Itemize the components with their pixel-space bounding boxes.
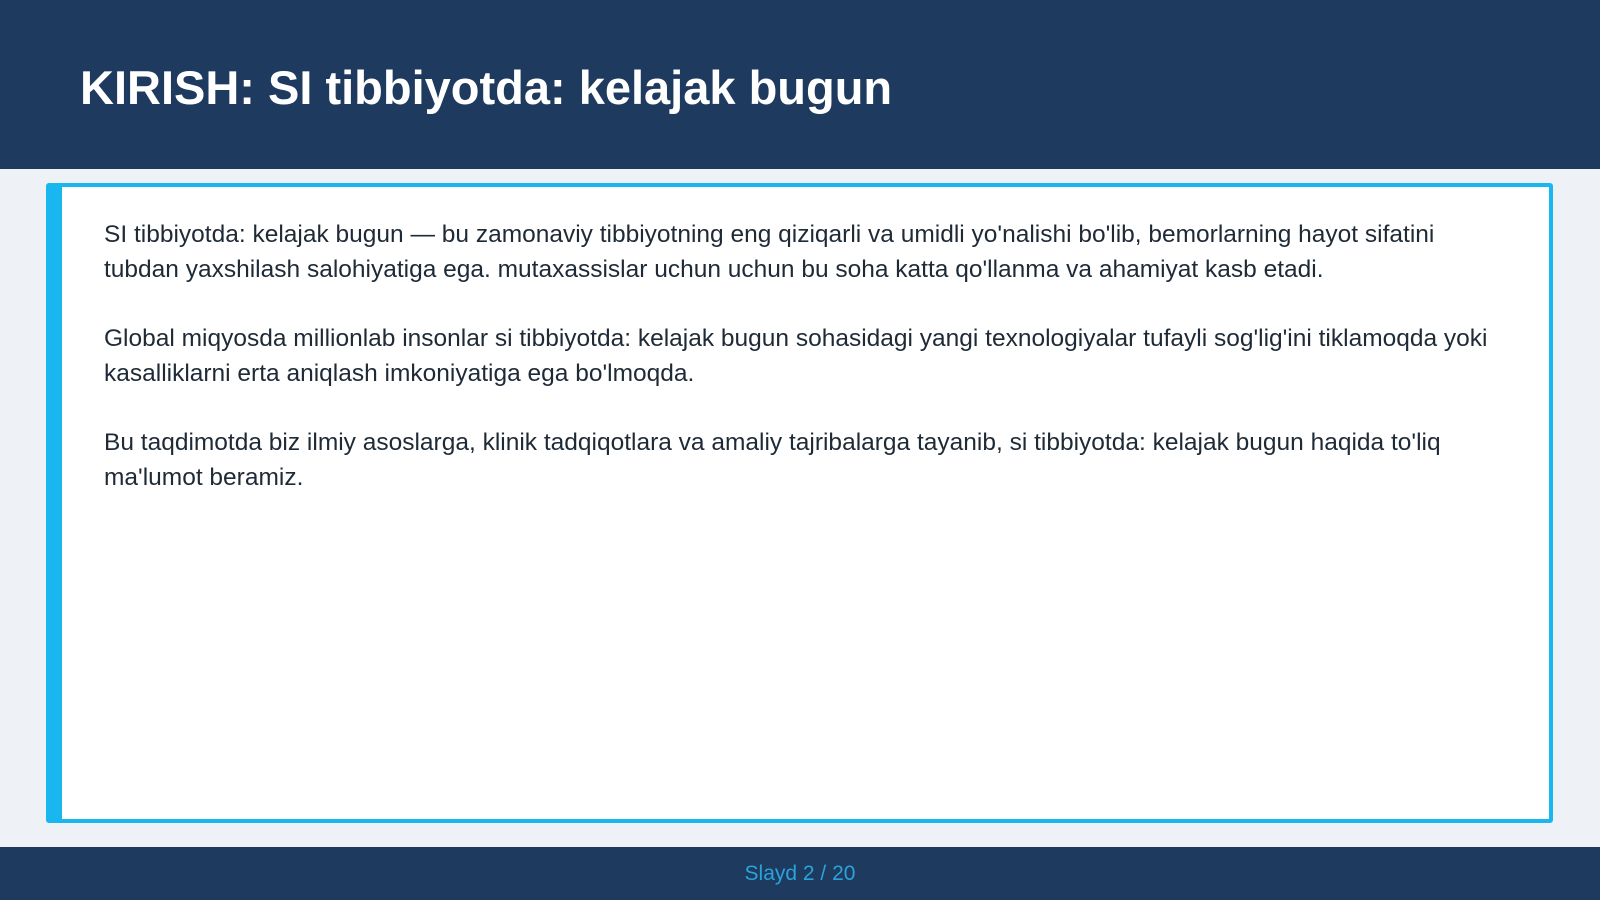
slide-header — [0, 0, 1600, 169]
slide-title: KIRISH: SI tibbiyotda: kelajak bugun — [80, 61, 893, 114]
content-text — [104, 217, 1504, 529]
content-card — [46, 183, 1553, 823]
content-paragraph-3: Bu taqdimotda biz ilmiy asoslarga, klinik tadqiqotlara va amaliy tajribalarga tayanib, si tibbiyotda: kelajak bugun haqida to'liq ma'lumot beramiz. — [104, 429, 1441, 491]
slide-footer — [0, 847, 1600, 900]
content-paragraph-2: Global miqyosda millionlab insonlar si tibbiyotda: kelajak bugun sohasidagi yangi texnologiyalar tufayli sog'lig'ini tiklamoqda yoki kasalliklarni erta aniqlash imkoniyatiga ega bo'lmoqda. — [104, 325, 1488, 387]
content-paragraph-1: SI tibbiyotda: kelajak bugun — bu zamonaviy tibbiyotning eng qiziqarli va umidli yo'nalishi bo'lib, bemorlarning hayot sifatini tubdan yaxshilash salohiyatiga ega. mutaxassislar uchun uchun bu soha katta qo'llanma va ahamiyat kasb etadi. — [104, 221, 1435, 283]
slide-counter: Slayd 2 / 20 — [744, 862, 856, 885]
